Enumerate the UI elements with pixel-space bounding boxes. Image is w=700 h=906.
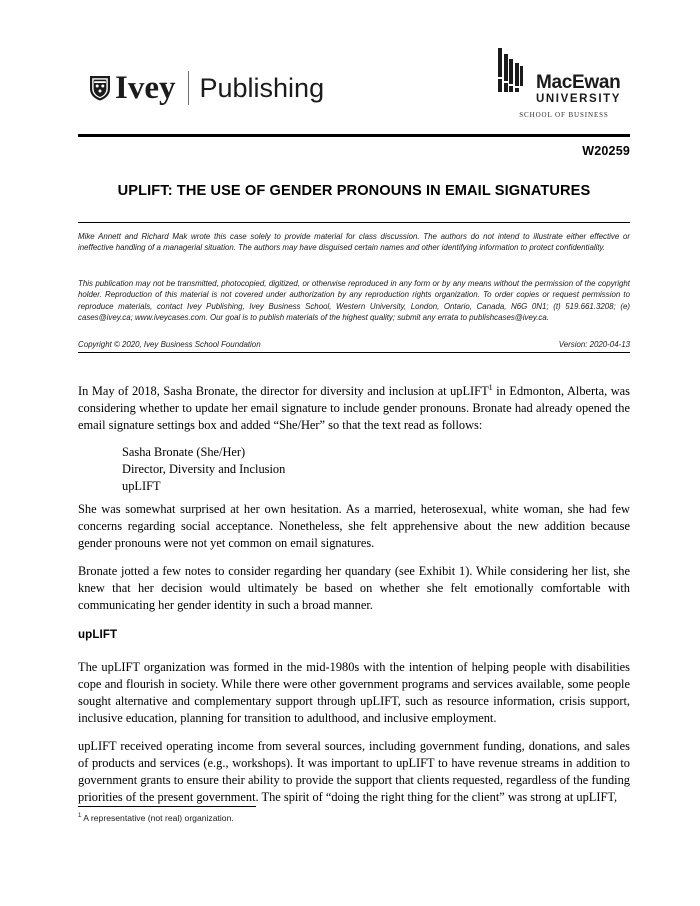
macewan-top-row bbox=[498, 62, 630, 92]
header-rule bbox=[78, 134, 630, 137]
footnote-separator-rule bbox=[78, 806, 256, 807]
ivey-wordmark: Ivey bbox=[115, 70, 176, 106]
paragraph-quandary: Bronate jotted a few notes to consider regarding her quandary (see Exhibit 1). While considering her list, she knew that her decision would ultimately be based on whether she felt emotionally comfortable with communicating her gender identity in such a broad manner. bbox=[78, 564, 630, 613]
footnote-marker-inline: 1 bbox=[488, 382, 493, 392]
macewan-university-label: UNIVERSITY bbox=[536, 93, 622, 105]
publishing-wordmark: Publishing bbox=[199, 73, 325, 103]
paragraph-organization-history: The upLIFT organization was formed in the mid-1980s with the intention of helping people with disabilities cope and flourish in society. While there were other government programs and services available, some people sought alternative and complementary support through upLIFT, such as resource information, crisis support, inclusive education, planning for transition to adulthood, and inclusive employment. bbox=[78, 660, 630, 726]
logo-divider bbox=[188, 71, 189, 105]
copyright-row bbox=[78, 339, 630, 350]
signature-name-line: Sasha Bronate (She/Her) bbox=[122, 445, 246, 459]
copyright-bottom-rule bbox=[78, 352, 630, 353]
case-number: W20259 bbox=[582, 144, 630, 158]
ivey-shield-icon bbox=[89, 75, 111, 101]
disclaimer-top-rule bbox=[78, 222, 630, 223]
section-heading-uplift: upLIFT bbox=[78, 628, 118, 641]
reproduction-disclaimer: This publication may not be transmitted, photocopied, digitized, or otherwise reproduced in any form or by any means without the permission of the copyright holder. Reproduction of this material is not covered under authorization by any reproduction rights organization. To order copies or request permission to reproduce materials, contact Ivey Publishing, Ivey Business School, Western University, London, Ontario, Canada, N6G 0N1; (t) 519.661.3208; (e) cases@ivey.ca; www.iveycases.com. Our goal is to publish materials of the highest quality; submit any errata to publishcases@ivey.ca. bbox=[78, 279, 630, 323]
footnote-number: 1 bbox=[78, 813, 82, 820]
authorship-disclaimer: Mike Annett and Richard Mak wrote this case solely to provide material for class discussion. The authors do not intend to illustrate either effective or ineffective handling of a managerial situation. The authors may have disguised certain names and other identifying information to protect confidentiality. bbox=[78, 232, 630, 253]
version-text: Version: 2020-04-13 bbox=[558, 340, 630, 349]
paragraph-hesitation: She was somewhat surprised at her own hesitation. As a married, heterosexual, white woman, she had few concerns regarding social acceptance. Nonetheless, she felt apprehensive about the new addition because gender pronouns were not yet common on email signatures. bbox=[78, 502, 630, 551]
macewan-name: MacEwan bbox=[536, 72, 621, 93]
paragraph-intro-part-b: in Edmonton, Alberta, was considering whether to update her email signature to include gender pronouns. Bronate had already opened the email signature settings box and added “She/Her” so that the text read as follows: bbox=[78, 384, 630, 433]
signature-title-line: Director, Diversity and Inclusion bbox=[122, 462, 286, 477]
email-signature-block bbox=[122, 444, 602, 495]
macewan-university-logo bbox=[498, 62, 630, 119]
macewan-school-label: SCHOOL OF BUSINESS bbox=[519, 111, 609, 119]
copyright-text: Copyright © 2020, Ivey Business School Foundation bbox=[78, 340, 261, 349]
header-logo-row bbox=[78, 62, 630, 124]
paragraph-intro bbox=[78, 383, 630, 434]
paragraph-intro-part-a: In May of 2018, Sasha Bronate, the director for diversity and inclusion at upLIFT bbox=[78, 384, 489, 398]
signature-org-line: upLIFT bbox=[122, 479, 161, 494]
paragraph-operating-income: upLIFT received operating income from several sources, including government funding, donations, and sales of products and services (e.g., workshops). It was important to upLIFT to have revenue streams in addition to government grants to ensure their ability to provide the support that clients requested, regardless of the funding priorities of the present government. The spirit of “doing the right thing for the client” was strong at upLIFT, bbox=[78, 739, 630, 805]
ivey-publishing-logo bbox=[89, 66, 324, 110]
footnote bbox=[78, 812, 478, 824]
page-title: UPLIFT: THE USE OF GENDER PRONOUNS IN EMAIL SIGNATURES bbox=[117, 183, 591, 199]
footnote-text: A representative (not real) organization. bbox=[81, 813, 234, 823]
macewan-bars-icon bbox=[498, 63, 530, 92]
